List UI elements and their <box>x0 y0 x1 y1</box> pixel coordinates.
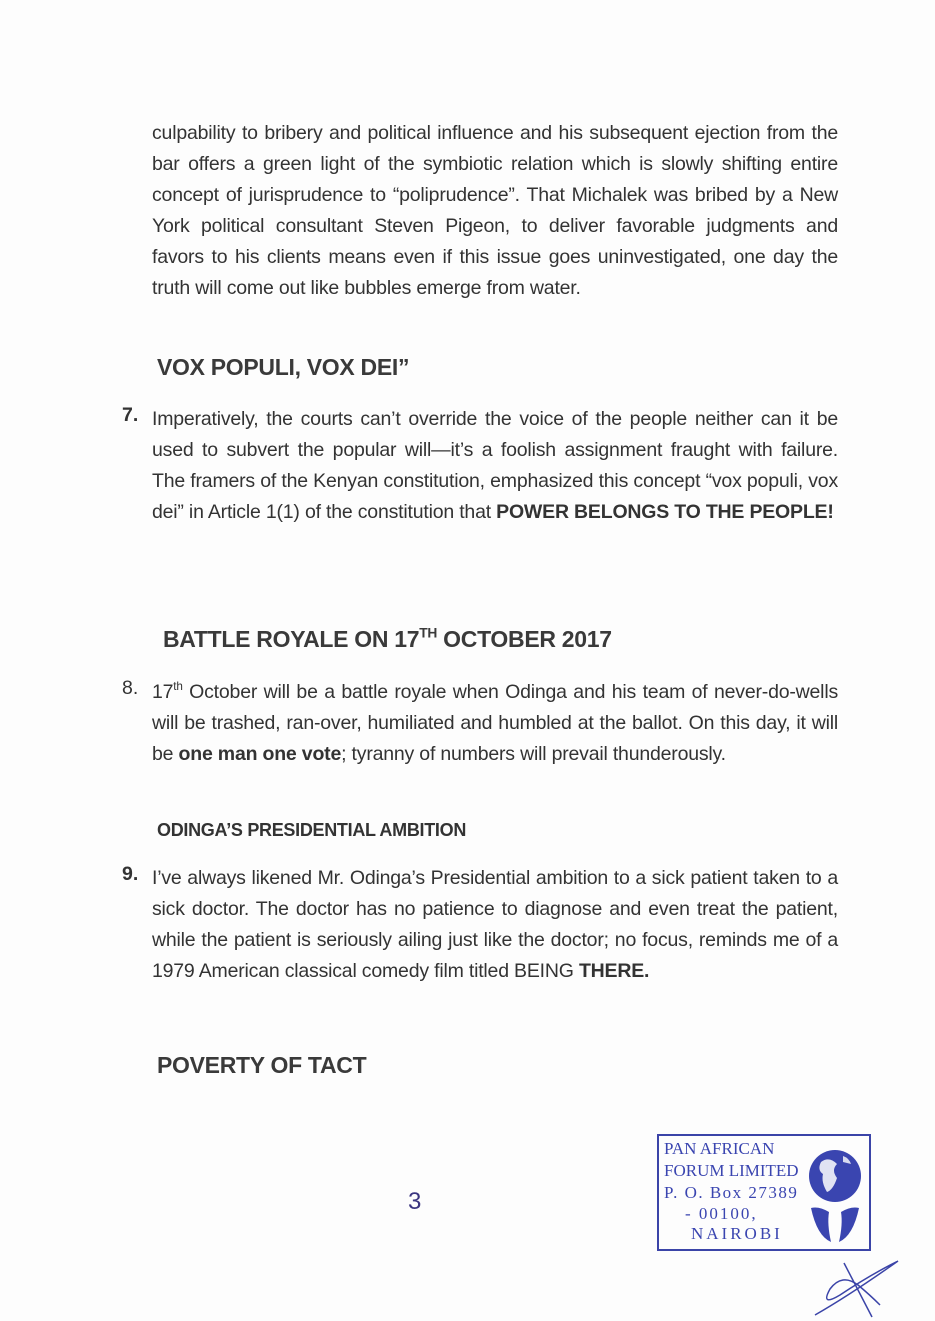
stamp-line-5: NAIROBI <box>691 1224 783 1243</box>
paragraph-8-text: October will be a battle royale when Odinga and his team of never-do-wells will be trashed, ran-over, humiliated and humbled at the ballot. On this day, it will be <box>152 681 838 765</box>
paragraph-8-sup: th <box>173 679 183 693</box>
stamp-line-2: FORUM LIMITED <box>664 1161 799 1180</box>
globe-flower-icon <box>807 1146 863 1246</box>
paragraph-9 <box>152 863 838 987</box>
heading-battle-royale-post: OCTOBER 2017 <box>437 626 612 652</box>
paragraph-8-bold: one man one vote <box>178 743 342 765</box>
heading-battle-royale <box>163 626 612 653</box>
signature-scribble-icon <box>810 1255 905 1321</box>
heading-vox-populi: VOX POPULI, VOX DEI” <box>157 354 410 380</box>
paragraph-7-text: Imperatively, the courts can’t override the voice of the people neither can it be used to subvert the popular will—it’s a foolish assignment fraught with failure. The framers of the Kenyan constitution, emphasized this concept “vox populi, vox dei” in Article 1(1) of the constitution that <box>152 408 838 523</box>
heading-battle-royale-pre: BATTLE ROYALE ON 17 <box>163 626 420 652</box>
paragraph-9-text: I’ve always likened Mr. Odinga’s Presidential ambition to a sick patient taken to a sick doctor. The doctor has no patience to diagnose and even treat the patient, while the patient is seriously ailing just like the doctor; no focus, reminds me of a 1979 American classical comedy film titled BEING <box>152 867 838 982</box>
paragraph-9-bold: THERE. <box>578 960 650 982</box>
page-number: 3 <box>408 1188 422 1215</box>
stamp-line-4: - 00100, <box>685 1204 758 1223</box>
paragraph-8 <box>152 677 838 770</box>
continuation-paragraph: culpability to bribery and political influence and his subsequent ejection from the bar offers a green light of the symbiotic relation which is slowly shifting entire concept of jurisprudence to “poliprudence”. That Michalek was bribed by a New York political consultant Steven Pigeon, to deliver favorable judgments and favors to his clients means even if this issue goes uninvestigated, one day the truth will come out like bubbles emerge from water. <box>152 122 838 299</box>
heading-poverty-of-tact: POVERTY OF TACT <box>157 1052 367 1078</box>
heading-presidential-ambition: ODINGA’S PRESIDENTIAL AMBITION <box>157 820 467 840</box>
item-number-9: 9. <box>122 863 139 885</box>
item-number-7: 7. <box>122 404 139 426</box>
paragraph-7-bold: POWER BELONGS TO THE PEOPLE! <box>496 501 834 523</box>
stamp-line-1: PAN AFRICAN <box>664 1139 775 1158</box>
company-stamp <box>657 1134 871 1251</box>
stamp-line-3: P. O. Box 27389 <box>664 1183 799 1202</box>
item-number-8: 8. <box>122 677 139 699</box>
paragraph-7 <box>152 404 838 528</box>
heading-battle-royale-sup: TH <box>419 625 438 641</box>
paragraph-8-text-after: ; tyranny of numbers will prevail thunderously. <box>341 743 726 765</box>
paragraph-8-num: 17 <box>152 681 174 703</box>
